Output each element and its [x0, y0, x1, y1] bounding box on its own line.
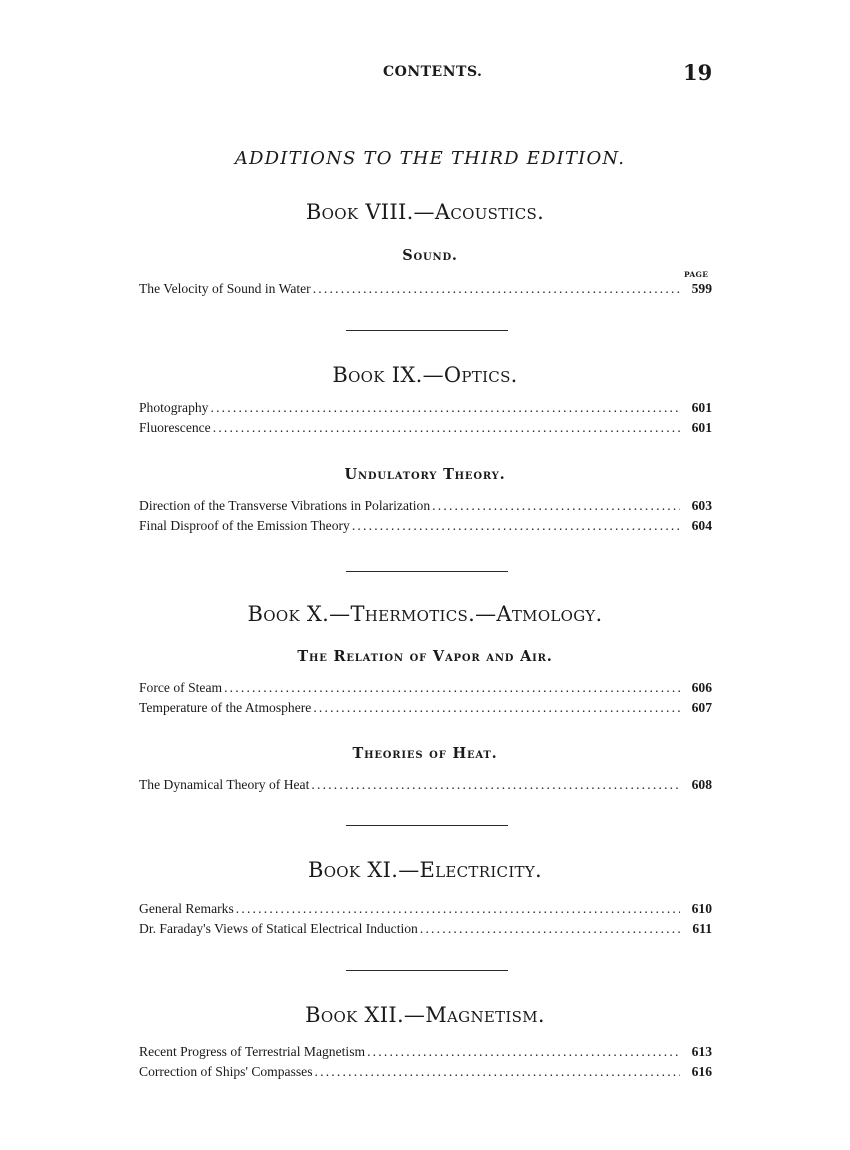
- dot-leader: [210, 400, 680, 416]
- toc-entry-title: Force of Steam: [139, 680, 223, 695]
- toc-entry: [139, 700, 712, 720]
- toc-entry-page: 613: [691, 1044, 712, 1059]
- toc-entry: [139, 680, 712, 700]
- book-viii-heading: Book VIII.—Acoustics.: [305, 200, 545, 224]
- toc-entry: [139, 420, 712, 440]
- toc-entry-page: 607: [691, 700, 712, 715]
- toc-entry: [139, 518, 712, 538]
- toc-entry-title: General Remarks: [139, 901, 234, 916]
- toc-entry: [139, 498, 712, 518]
- main-title: ADDITIONS TO THE THIRD EDITION.: [234, 148, 626, 169]
- page-number: 19: [683, 60, 713, 85]
- toc-entry-title: Final Disproof of the Emission Theory: [139, 518, 350, 533]
- section-undulatory-heading: Undulatory Theory.: [344, 466, 506, 483]
- section-heat-heading: Theories of Heat.: [352, 745, 498, 762]
- running-head: [0, 60, 850, 90]
- toc-entry-page: 616: [691, 1064, 712, 1079]
- dot-leader: [367, 1044, 680, 1060]
- dot-leader: [432, 498, 680, 514]
- toc-entry-title: Recent Progress of Terrestrial Magnetism: [139, 1044, 366, 1059]
- toc-entry-page: 601: [691, 400, 712, 415]
- dot-leader: [236, 901, 680, 917]
- toc-entry-title: Correction of Ships' Compasses: [139, 1064, 313, 1079]
- section-sound-heading: Sound.: [402, 247, 458, 264]
- toc-entry-page: 601: [691, 420, 712, 435]
- toc-entry: [139, 1044, 712, 1064]
- toc-entry-page: 599: [691, 281, 712, 296]
- toc-entry-page: 610: [691, 901, 712, 916]
- book-xi-heading: Book XI.—Electricity.: [307, 858, 543, 882]
- toc-entry-title: The Dynamical Theory of Heat: [139, 777, 310, 792]
- toc-entry-page: 611: [692, 921, 712, 936]
- dot-leader: [313, 700, 680, 716]
- toc-entry-title: The Velocity of Sound in Water: [139, 281, 311, 296]
- dot-leader: [352, 518, 680, 534]
- section-divider: [346, 970, 508, 971]
- toc-entry: [139, 281, 712, 301]
- book-x-heading: Book X.—Thermotics.—Atmology.: [247, 602, 603, 626]
- page-column-label: PAGE: [684, 270, 709, 279]
- dot-leader: [213, 420, 680, 436]
- toc-entry: [139, 400, 712, 420]
- toc-entry-page: 604: [691, 518, 712, 533]
- toc-entry-page: 606: [691, 680, 712, 695]
- section-divider: [346, 825, 508, 826]
- dot-leader: [315, 1064, 681, 1080]
- toc-entry-title: Temperature of the Atmosphere: [139, 700, 312, 715]
- dot-leader: [313, 281, 680, 297]
- toc-entry: [139, 1064, 712, 1084]
- toc-entry-title: Dr. Faraday's Views of Statical Electrical Induction: [139, 921, 418, 936]
- book-ix-heading: Book IX.—Optics.: [332, 363, 518, 387]
- running-head-title: CONTENTS.: [383, 64, 483, 80]
- toc-entry-page: 608: [691, 777, 712, 792]
- toc-entry-title: Direction of the Transverse Vibrations in Polarization: [139, 498, 431, 513]
- section-vapor-air-heading: The Relation of Vapor and Air.: [297, 648, 553, 665]
- toc-entry: [139, 921, 712, 941]
- toc-entry-page: 603: [691, 498, 712, 513]
- toc-entry-title: Fluorescence: [139, 420, 211, 435]
- section-divider: [346, 571, 508, 572]
- book-xii-heading: Book XII.—Magnetism.: [305, 1003, 545, 1027]
- toc-entry: [139, 777, 712, 797]
- dot-leader: [311, 777, 680, 793]
- section-divider: [346, 330, 508, 331]
- dot-leader: [420, 921, 680, 937]
- toc-entry: [139, 901, 712, 921]
- toc-entry-title: Photography: [139, 400, 209, 415]
- dot-leader: [224, 680, 680, 696]
